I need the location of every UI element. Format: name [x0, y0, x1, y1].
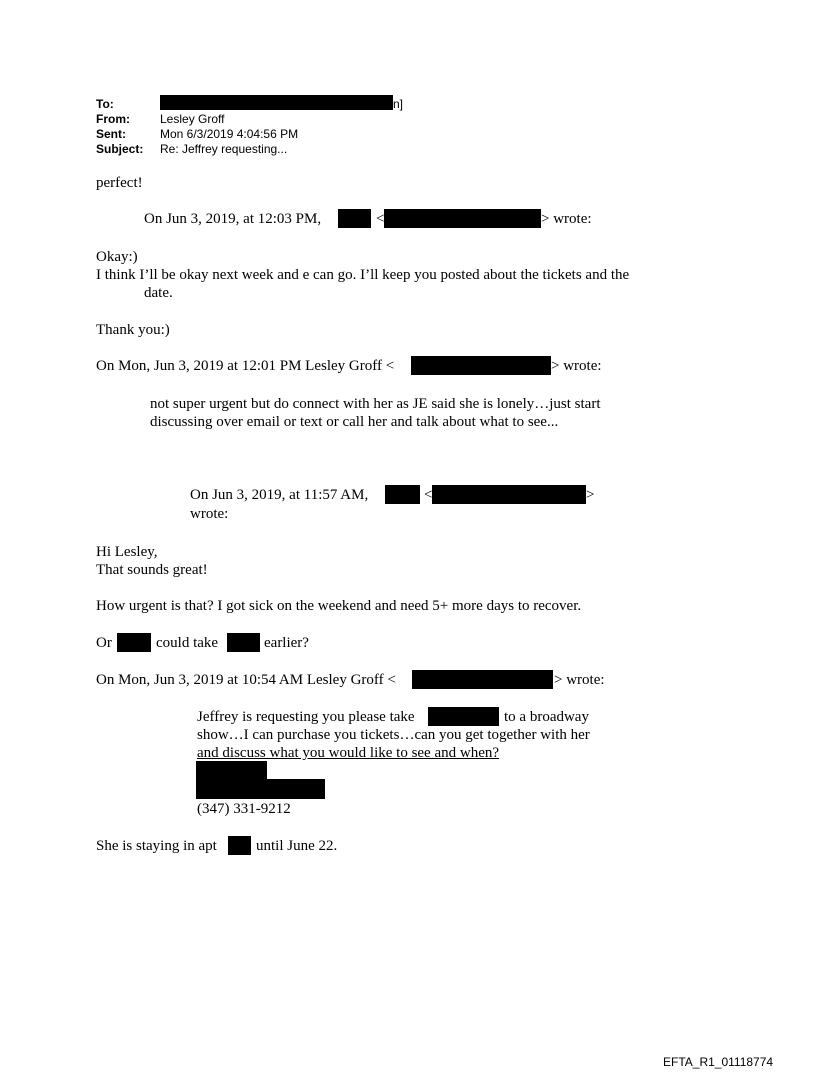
subject-value: Re: Jeffrey requesting... [160, 142, 288, 156]
redaction-q3-email [432, 485, 586, 504]
quote2-wrote: > wrote: [551, 358, 602, 374]
redaction-q1-email [384, 209, 541, 228]
subject-label: Subject: [96, 142, 144, 156]
quote1-wrote: > wrote: [541, 211, 592, 227]
redaction-or-name2 [227, 633, 260, 652]
urgent-line1: not super urgent but do connect with her as JE said she is lonely…just start [150, 396, 601, 412]
from-label: From: [96, 112, 130, 126]
sent-label: Sent: [96, 127, 126, 141]
redaction-q2-email [411, 356, 551, 375]
quote1-attribution: On Jun 3, 2019, at 12:03 PM, [144, 211, 322, 227]
how-urgent: How urgent is that? I got sick on the weekend and need 5+ more days to recover. [96, 598, 582, 614]
jeffrey-line2: show…I can purchase you tickets…can you get together with her [197, 727, 590, 743]
next-week-line1: I think I’ll be okay next week and e can go. I’ll keep you posted about the tickets and the [96, 267, 630, 283]
quote2-attribution: On Mon, Jun 3, 2019 at 12:01 PM Lesley Groff < [96, 358, 395, 374]
redaction-signature-2 [196, 779, 325, 799]
thank-you-text: Thank you:) [96, 322, 170, 338]
redaction-or-name1 [117, 633, 151, 652]
quote4-wrote: > wrote: [554, 672, 605, 688]
staying-post: until June 22. [256, 838, 338, 854]
jeffrey-line1-post: to a broadway [504, 709, 589, 725]
hi-lesley: Hi Lesley, [96, 544, 158, 560]
or-mid: could take [156, 635, 219, 651]
redaction-q3-name [385, 485, 420, 504]
jeffrey-line1-pre: Jeffrey is requesting you please take [197, 709, 415, 725]
to-label: To: [96, 97, 114, 111]
next-week-line2: date. [144, 285, 173, 301]
staying-pre: She is staying in apt [96, 838, 217, 854]
redaction-signature-1 [196, 761, 267, 780]
or-post: earlier? [264, 635, 309, 651]
redaction-jeffrey-name [428, 707, 499, 726]
redaction-apt [228, 836, 251, 855]
redaction-q1-name [338, 209, 371, 228]
from-value: Lesley Groff [160, 112, 225, 126]
to-tail: n] [393, 97, 404, 111]
quote3-attribution: On Jun 3, 2019, at 11:57 AM, [190, 487, 369, 503]
quote3-gt: > [586, 487, 595, 503]
jeffrey-line3: and discuss what you would like to see and when? [197, 745, 500, 761]
reply-top: perfect! [96, 175, 143, 191]
sent-value: Mon 6/3/2019 4:04:56 PM [160, 127, 299, 141]
okay-text: Okay:) [96, 249, 138, 265]
sounds-great: That sounds great! [96, 562, 208, 578]
redaction-q4-email [412, 670, 553, 689]
or-pre: Or [96, 635, 112, 651]
quote3-lt: < [424, 487, 433, 503]
bates-number: EFTA_R1_01118774 [663, 1055, 774, 1069]
quote4-attribution: On Mon, Jun 3, 2019 at 10:54 AM Lesley Groff < [96, 672, 396, 688]
redaction-to [160, 95, 393, 110]
quote1-lt: < [376, 211, 385, 227]
phone-number: (347) 331-9212 [197, 801, 291, 817]
quote3-wrote: wrote: [190, 506, 229, 522]
urgent-line2: discussing over email or text or call her and talk about what to see... [150, 414, 559, 430]
